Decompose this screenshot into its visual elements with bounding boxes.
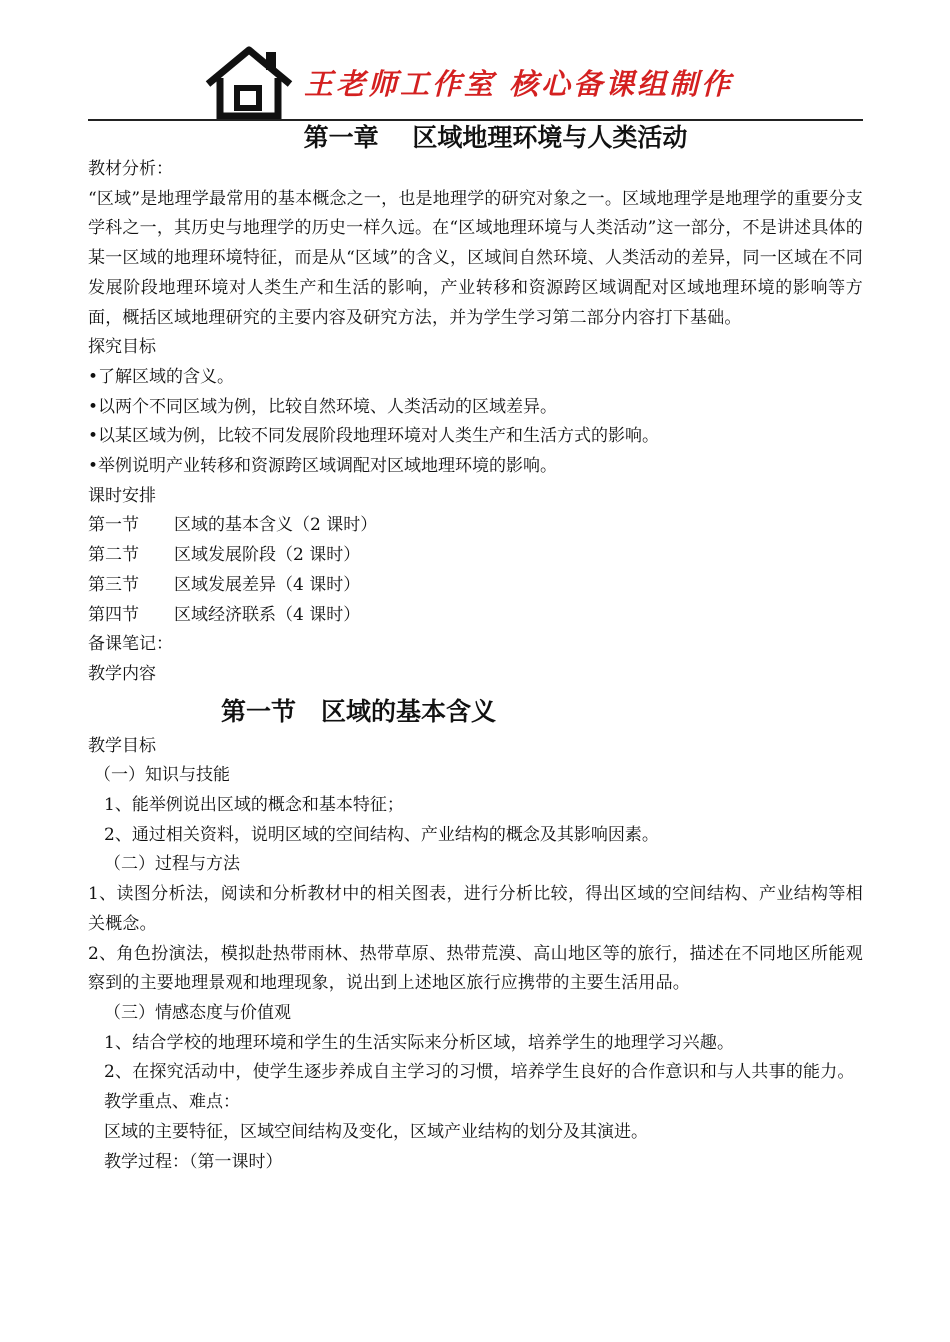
house-icon (204, 44, 294, 120)
lesson-name: 区域发展阶段（2 课时） (174, 545, 361, 566)
attitude-item: 1、结合学校的地理环境和学生的生活实际来分析区域，培养学生的地理学习兴趣。 (104, 1032, 735, 1053)
document-body (88, 121, 863, 1177)
lesson-number: 第一节 (88, 515, 139, 536)
process-method-heading: （二）过程与方法 (104, 854, 240, 875)
lesson-name: 区域的基本含义（2 课时） (174, 515, 378, 536)
schedule-row (88, 571, 863, 601)
key-points-text: 区域的主要特征，区域空间结构及变化，区域产业结构的划分及其演进。 (104, 1121, 648, 1142)
teaching-process-heading: 教学过程：（第一课时） (104, 1151, 283, 1172)
process-method-item: 1、读图分析法，阅读和分析教材中的相关图表，进行分析比较，得出区域的空间结构、产业结构等相关概念。 (88, 884, 863, 934)
section-title: 第一节 区域的基本含义 (221, 696, 497, 726)
knowledge-heading: （一）知识与技能 (94, 765, 230, 786)
key-points-heading: 教学重点、难点： (104, 1092, 240, 1113)
attitude-item: 2、在探究活动中，使学生逐步养成自主学习的习惯，培养学生良好的合作意识和与人共事的能力。 (104, 1062, 855, 1083)
objectives-heading: 教学目标 (88, 735, 156, 756)
content-heading: 教学内容 (88, 663, 156, 684)
goal-item: •以两个不同区域为例，比较自然环境、人类活动的区域差异。 (88, 396, 558, 417)
schedule-row (88, 541, 863, 571)
schedule-row (88, 511, 863, 541)
attitude-heading: （三）情感态度与价值观 (104, 1002, 291, 1023)
process-method-item: 2、角色扮演法，模拟赴热带雨林、热带草原、热带荒漠、高山地区等的旅行，描述在不同地区所能观察到的主要地理景观和地理现象，说出到上述地区旅行应携带的主要生活用品。 (88, 943, 863, 994)
chapter-title: 第一章 区域地理环境与人类活动 (303, 123, 688, 152)
knowledge-item: 2、通过相关资料，说明区域的空间结构、产业结构的概念及其影响因素。 (104, 824, 659, 845)
lesson-name: 区域发展差异（4 课时） (174, 574, 361, 595)
notes-heading: 备课笔记： (88, 634, 173, 655)
knowledge-item: 1、能举例说出区域的概念和基本特征； (104, 795, 404, 816)
goals-heading: 探究目标 (88, 337, 156, 358)
lesson-number: 第四节 (88, 604, 139, 625)
lesson-number: 第二节 (88, 545, 139, 566)
goal-item: •举例说明产业转移和资源跨区域调配对区域地理环境的影响。 (88, 456, 558, 477)
brand-title: 王老师工作室 核心备课组制作 (304, 67, 734, 101)
goal-item: •了解区域的含义。 (88, 366, 235, 387)
analysis-paragraph: “区域”是地理学最常用的基本概念之一，也是地理学的研究对象之一。区域地理学是地理学的重要分支学科之一，其历史与地理学的历史一样久远。在“区域地理环境与人类活动”这一部分，不是讲述具体的某一区域的地理环境特征，而是从“区域”的含义，区域间自然环境、人类活动的差异，同一区域在不同发展阶段地理环境对人类生产和生活的影响，产业转移和资源跨区域调配对区域地理环境的影响等方面，概括区域地理研究的主要内容及研究方法，并为学生学习第二部分内容打下基础。 (88, 188, 863, 328)
goal-item: •以某区域为例，比较不同发展阶段地理环境对人类生产和生活方式的影响。 (88, 426, 660, 447)
lesson-number: 第三节 (88, 574, 139, 595)
schedule-row (88, 601, 863, 631)
schedule-heading: 课时安排 (88, 485, 156, 506)
lesson-name: 区域经济联系（4 课时） (174, 604, 361, 625)
analysis-heading: 教材分析： (88, 159, 173, 179)
